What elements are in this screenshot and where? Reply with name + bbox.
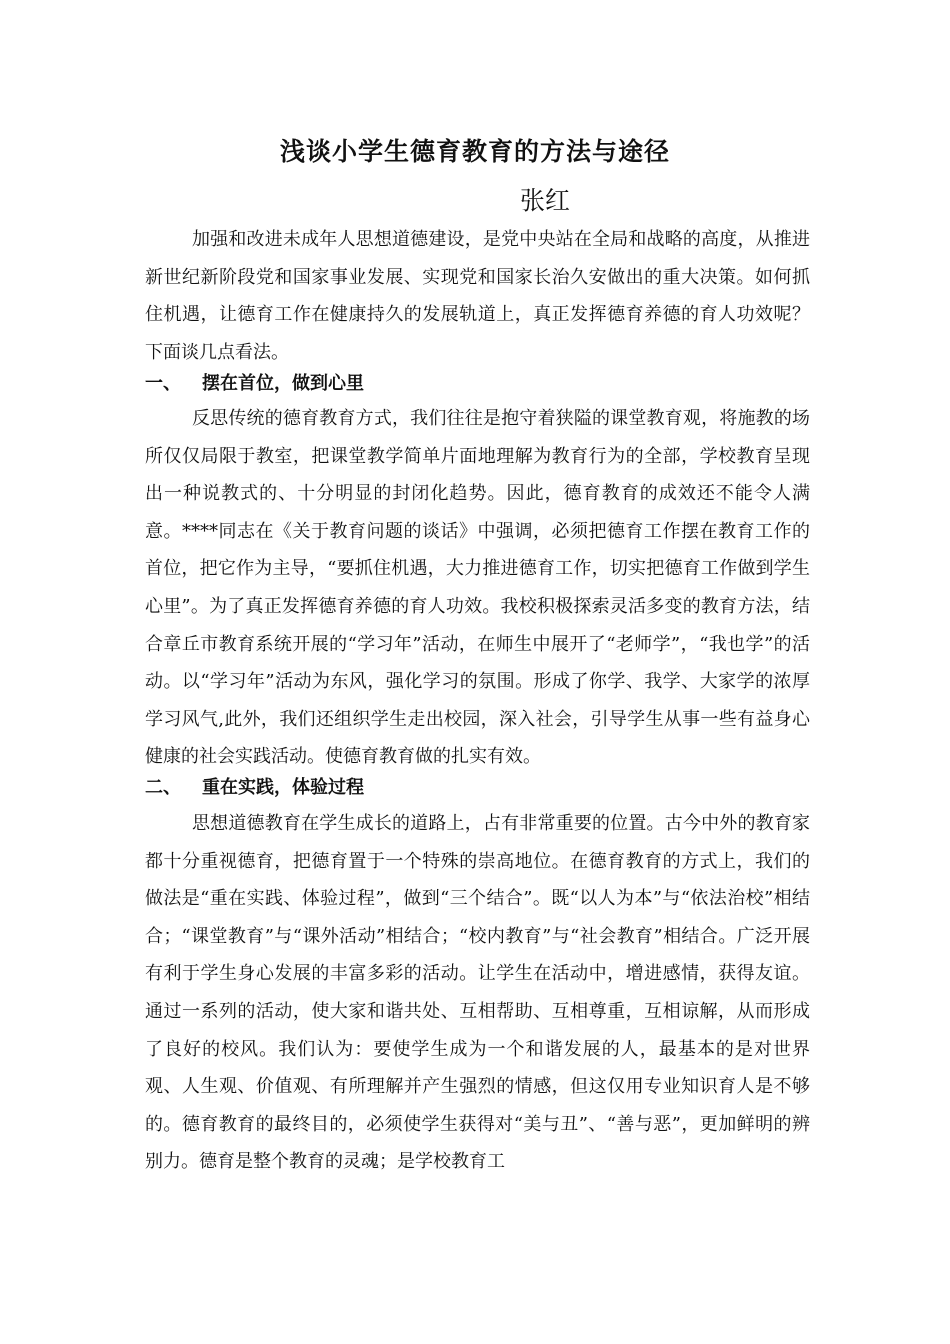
document-title: 浅谈小学生德育教育的方法与途径 <box>279 137 670 166</box>
section-title-1: 摆在首位，做到心里 <box>202 373 364 394</box>
intro-paragraph: 加强和改进未成年人思想道德建设，是党中央站在全局和战略的高度，从推进新世纪新阶段党和国家事业发展、实现党和国家长治久安做出的重大决策。如何抓住机遇，让德育工作在健康持久的发展轨道上，真正发挥德育养德的育人功效呢？下面谈几点看法。 <box>145 229 810 363</box>
section-body-1: 反思传统的德育教育方式，我们往往是抱守着狭隘的课堂教育观，将施教的场所仅仅局限于教室，把课堂教学简单片面地理解为教育行为的全部，学校教育呈现出一种说教式的、十分明显的封闭化趋势。因此，德育教育的成效还不能令人满意。****同志在《关于教育问题的谈话》中强调，必须把德育工作摆在教育工作的首位，把它作为主导，“要抓住机遇，大力推进德育工作，切实把德育工作做到学生心里”。为了真正发挥德育养德的育人功效。我校积极探索灵活多变的教育方法，结合章丘市教育系统开展的“学习年”活动，在师生中展开了“老师学”，“我也学”的活动。以“学习年”活动为东风，强化学习的氛围。形成了你学、我学、大家学的浓厚学习风气,此外，我们还组织学生走出校园，深入社会，引导学生从事一些有益身心健康的社会实践活动。使德育教育做的扎实有效。 <box>145 408 810 768</box>
section-body-2: 思想道德教育在学生成长的道路上，占有非常重要的位置。古今中外的教育家都十分重视德育，把德育置于一个特殊的崇高地位。在德育教育的方式上，我们的做法是“重在实践、体验过程”，做到“三个结合”。既“以人为本”与“依法治校”相结合；“课堂教育”与“课外活动”相结合；“校内教育”与“社会教育”相结合。广泛开展有利于学生身心发展的丰富多彩的活动。让学生在活动中，增进感情，获得友谊。通过一系列的活动，使大家和谐共处、互相帮助、互相尊重，互相谅解，从而形成了良好的校风。我们认为：要使学生成为一个和谐发展的人，最基本的是对世界观、人生观、价值观、有所理解并产生强烈的情感，但这仅用专业知识育人是不够的。德育教育的最终目的，必须使学生获得对“美与丑”、“善与恶”，更加鲜明的辨别力。德育是整个教育的灵魂；是学校教育工 <box>145 813 810 1173</box>
section-number-2: 二、 <box>145 777 181 798</box>
section-title-2: 重在实践，体验过程 <box>202 777 364 798</box>
section-heading-1 <box>145 365 364 402</box>
document-author: 张红 <box>520 186 571 215</box>
section-heading-2 <box>145 769 364 806</box>
section-number-1: 一、 <box>145 373 181 394</box>
